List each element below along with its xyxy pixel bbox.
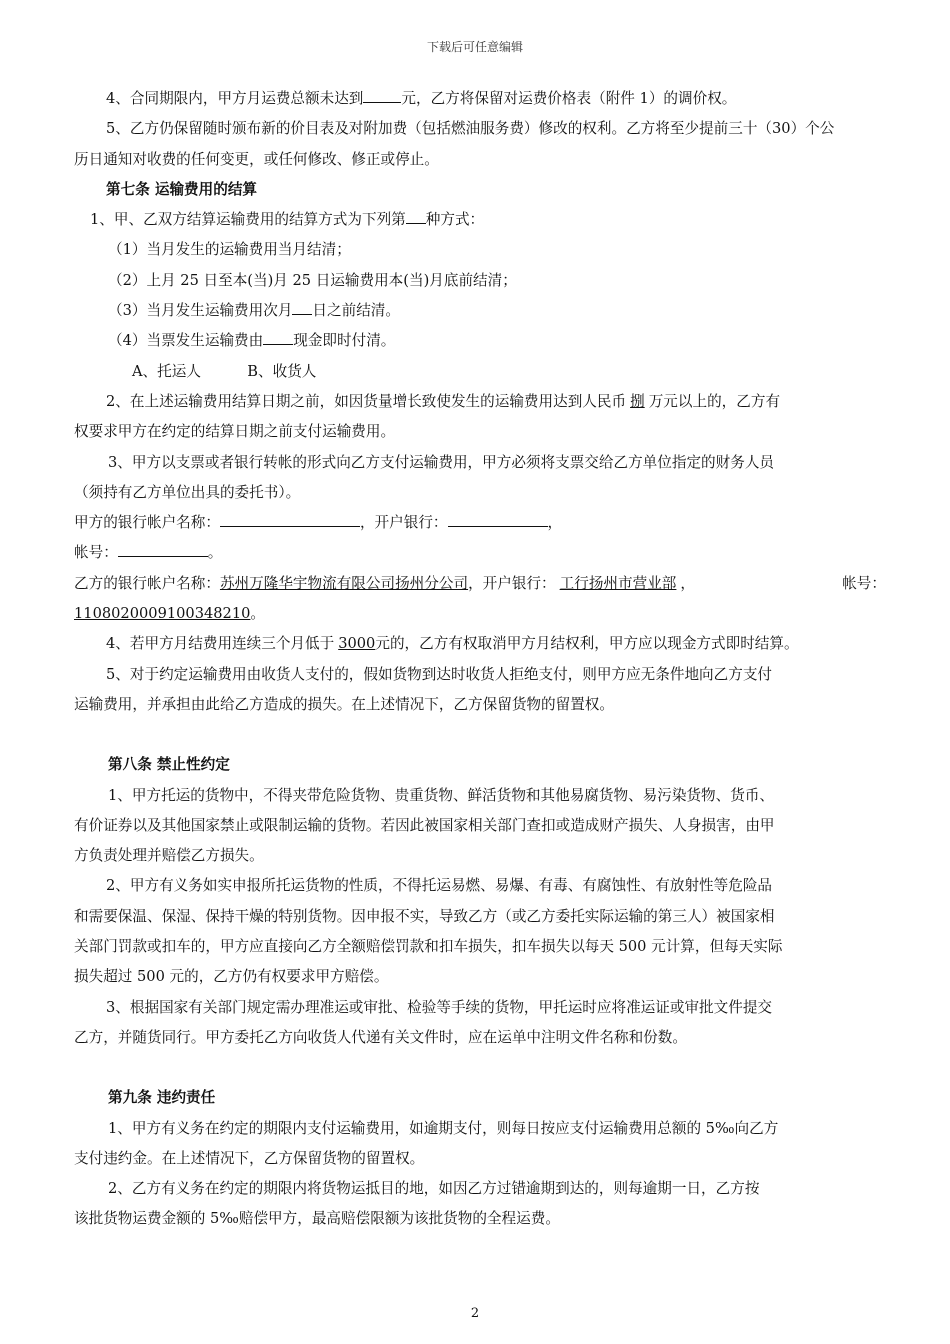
fill-blank — [292, 300, 312, 315]
filled-value: 1108020009100348210 — [74, 605, 251, 623]
account-line-party-b — [74, 599, 886, 629]
paragraph: （须持有乙方单位出具的委托书）。 — [74, 483, 301, 501]
bank-line-left — [74, 569, 695, 599]
option-item: （2）上月 25 日至本(当)月 25 日运输费用本(当)月底前结清； — [108, 271, 517, 289]
text: 元的，乙方有权取消甲方月结权利，甲方应以现金方式即时结算。 — [375, 635, 799, 653]
fill-blank — [220, 512, 360, 527]
fill-blank — [118, 542, 208, 557]
text: 万元以上的，乙方有 — [648, 392, 781, 410]
paragraph: 权要求甲方在约定的结算日期之前支付运输费用。 — [74, 423, 396, 441]
filled-value: 工行扬州市营业部 — [559, 574, 677, 592]
paragraph: 方负责处理并赔偿乙方损失。 — [74, 847, 264, 865]
paragraph: 该批货物运费金额的 5‰赔偿甲方，最高赔偿限额为该批货物的全程运费。 — [74, 1210, 560, 1228]
option-item — [74, 296, 886, 326]
text: 元，乙方将保留对运费价格表（附件 1）的调价权。 — [401, 90, 737, 107]
text: 。 — [207, 544, 223, 562]
text: 4、若甲方月结费用连续三个月低于 — [106, 635, 335, 653]
paragraph: 5、对于约定运输费用由收货人支付的，假如货物到达时收货人拒绝支付，则甲方应无条件地向乙方支付 — [106, 665, 773, 683]
paragraph: 1、甲方有义务在约定的期限内支付运输费用，如逾期支付，则每日按应支付运输费用总额的 5‰向乙方 — [108, 1119, 779, 1137]
spacer — [74, 1053, 886, 1083]
paragraph: 1、甲方托运的货物中，不得夹带危险货物、贵重货物、鲜活货物和其他易腐货物、易污染货物、货币、 — [108, 786, 775, 804]
filled-value: 捌 — [630, 392, 645, 410]
text: 日之前结清。 — [312, 302, 400, 320]
section-title: 第八条 禁止性约定 — [108, 756, 230, 774]
fill-blank — [448, 512, 548, 527]
paragraph: 和需要保温、保湿、保持干燥的特别货物。因申报不实，导致乙方（或乙方委托实际运输的第三人）被国家相 — [74, 907, 775, 925]
text: （4）当票发生运输费由 — [108, 332, 264, 350]
bank-line-party-b — [74, 569, 886, 599]
bank-line-party-a — [74, 508, 886, 538]
text: 乙方的银行帐户名称： — [74, 574, 220, 592]
account-line-party-a — [74, 538, 886, 568]
text: 。 — [250, 605, 266, 623]
paragraph: 关部门罚款或扣车的，甲方应直接向乙方全额赔偿罚款和扣车损失，扣车损失以每天 500 元计算，但每天实际 — [74, 938, 783, 956]
spacer — [74, 720, 886, 750]
page-number: 2 — [470, 1306, 480, 1321]
paragraph: 2、甲方有义务如实申报所托运货物的性质，不得托运易燃、易爆、有毒、有腐蚀性、有放射性等危险品 — [106, 877, 773, 895]
choice-line: A、托运人 B、收货人 — [132, 362, 317, 380]
paragraph: 3、根据国家有关部门规定需办理准运或审批、检验等手续的货物，甲托运时应将准运证或审批文件提交 — [106, 998, 773, 1016]
page-header: 下载后可任意编辑 — [426, 40, 523, 54]
text: 1、甲、乙双方结算运输费用的结算方式为下列第 — [90, 211, 406, 229]
paragraph: 支付违约金。在上述情况下，乙方保留货物的留置权。 — [74, 1149, 425, 1167]
paragraph — [74, 84, 886, 114]
fill-blank — [263, 330, 293, 345]
text: （3）当月发生运输费用次月 — [108, 302, 293, 320]
text: ，开户银行： — [359, 514, 448, 532]
section-title: 第七条 运输费用的结算 — [106, 180, 258, 198]
text: 帐号： — [842, 574, 886, 592]
paragraph — [74, 387, 886, 417]
option-item: （1）当月发生的运输费用当月结清； — [108, 241, 351, 259]
paragraph: 5、乙方仍保留随时颁布新的价目表及对附加费（包括燃油服务费）修改的权利。乙方将至少提前三十（30）个公 — [106, 120, 835, 138]
text: 帐号： — [74, 544, 118, 562]
option-item — [74, 326, 886, 356]
paragraph: 运输费用，并承担由此给乙方造成的损失。在上述情况下，乙方保留货物的留置权。 — [74, 695, 614, 713]
text: 2、在上述运输费用结算日期之前，如因货量增长致使发生的运输费用达到人民币 — [106, 392, 627, 410]
document-body — [74, 84, 886, 1235]
text: ，开户银行： — [468, 574, 556, 592]
text: 现金即时付清。 — [293, 332, 396, 350]
paragraph — [74, 205, 886, 235]
paragraph: 有价证券以及其他国家禁止或限制运输的货物。若因此被国家相关部门查扣或造成财产损失、人身损害，由甲 — [74, 816, 775, 834]
section-title: 第九条 违约责任 — [108, 1089, 216, 1107]
filled-value: 3000 — [338, 635, 376, 653]
fill-blank — [363, 88, 401, 103]
paragraph: 3、甲方以支票或者银行转帐的形式向乙方支付运输费用，甲方必须将支票交给乙方单位指定的财务人员 — [108, 453, 775, 471]
paragraph — [74, 629, 886, 659]
text: 甲方的银行帐户名称： — [74, 514, 220, 532]
filled-value: 苏州万隆华宇物流有限公司扬州分公司 — [219, 574, 469, 592]
paragraph: 损失超过 500 元的，乙方仍有权要求甲方赔偿。 — [74, 968, 389, 986]
text: ， — [680, 574, 696, 592]
paragraph: 2、乙方有义务在约定的期限内将货物运抵目的地，如因乙方过错逾期到达的，则每逾期一日，乙方按 — [108, 1180, 760, 1198]
text: 种方式： — [425, 211, 485, 229]
paragraph: 乙方，并随货同行。甲方委托乙方向收货人代递有关文件时，应在运单中注明文件名称和份数。 — [74, 1028, 687, 1046]
fill-blank — [406, 209, 426, 224]
paragraph: 历日通知对收费的任何变更，或任何修改、修正或停止。 — [74, 150, 439, 168]
text: 4、合同期限内，甲方月运费总额未达到 — [106, 90, 364, 107]
text: ， — [547, 514, 563, 532]
